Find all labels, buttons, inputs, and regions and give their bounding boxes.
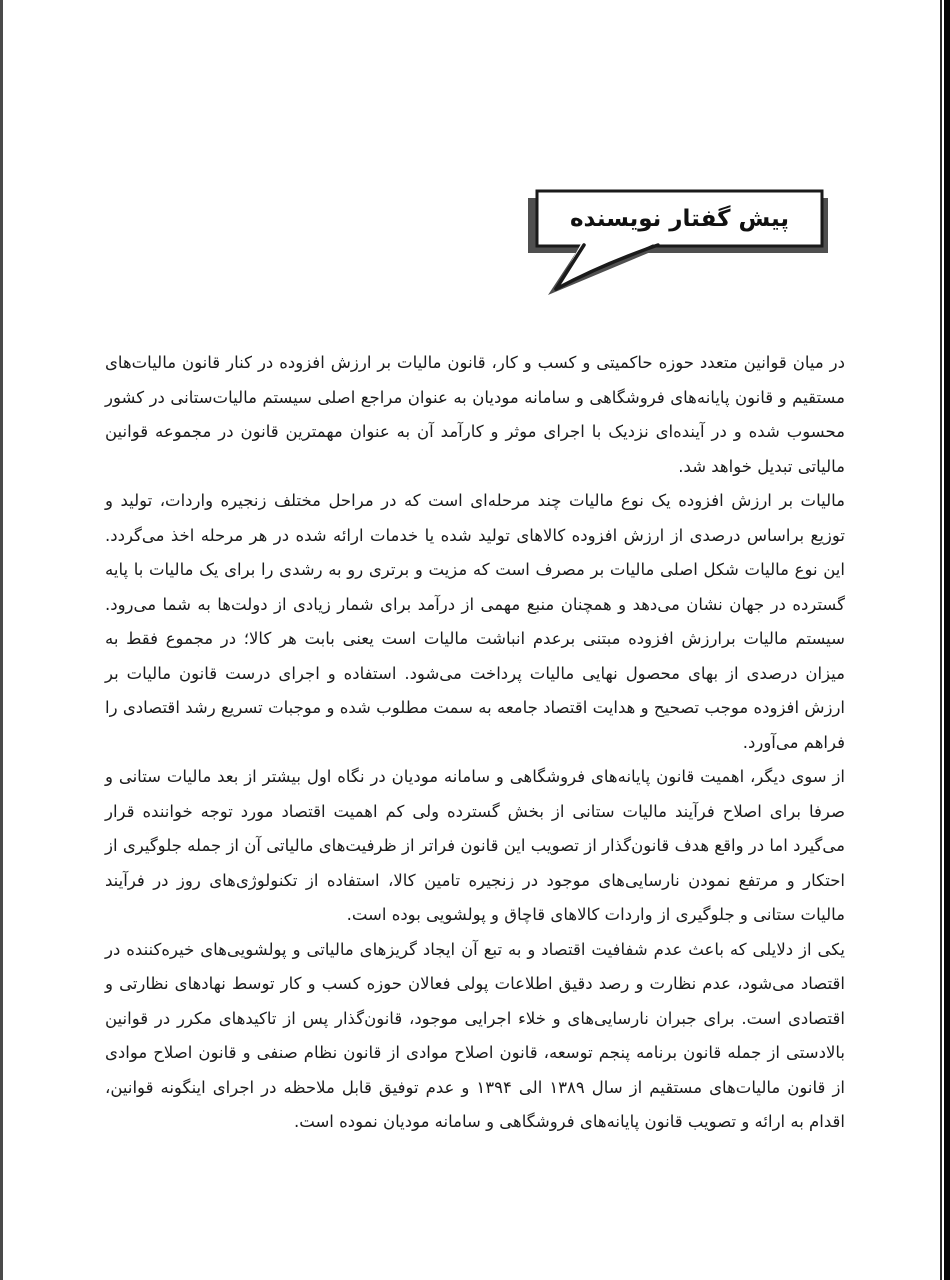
preface-callout <box>518 183 848 313</box>
preface-title: پیش گفتار نویسنده <box>569 205 790 232</box>
scan-edge-right <box>944 0 950 1280</box>
preface-body <box>105 346 845 1140</box>
paragraph-4: یکی از دلایلی که باعث عدم شفافیت اقتصاد و به تبع آن ایجاد گریزهای مالیاتی و پولشویی‌های خیره‌کننده در اقتصاد می‌شود، عدم نظارت و رصد دقیق اطلاعات پولی فعالان حوزه کسب و کار توسط نهادهای نظارتی و اقتصادی است. برای جبران نارسایی‌های و خلاء اجرایی موجود، قانون‌گذار پس از تاکیدهای مکرر در قوانین بالادستی از جمله قانون برنامه پنجم توسعه، قانون اصلاح موادی از قانون نظام صنفی و قانون اصلاح موادی از قانون مالیات‌های مستقیم از سال ۱۳۸۹ الی ۱۳۹۴ و عدم توفیق قابل ملاحظه در اجرای اینگونه قوانین، اقدام به ارائه و تصویب قانون پایانه‌های فروشگاهی و سامانه مودیان نموده است. <box>105 939 845 1131</box>
paragraph-1: در میان قوانین متعدد حوزه حاکمیتی و کسب و کار، قانون مالیات بر ارزش افزوده در کنار قانون مالیات‌های مستقیم و قانون پایانه‌های فروشگاهی و سامانه مودیان به عنوان مراجع اصلی سیستم مالیات‌ستانی در کشور محسوب شده و در آینده‌ای نزدیک با اجرای موثر و کارآمد آن به عنوان مهمترین قانون در مجموعه قوانین مالیاتی تبدیل خواهد شد. <box>105 353 845 476</box>
paragraph-3: از سوی دیگر، اهمیت قانون پایانه‌های فروشگاهی و سامانه مودیان در نگاه اول بیشتر از بعد مالیات ستانی و صرفا برای اصلاح فرآیند مالیات ستانی از بخش گسترده ولی کم اهمیت اقتصاد مورد توجه خواننده قرار می‌گیرد اما در واقع هدف قانون‌گذار از تصویب این قانون فراتر از ظرفیت‌های مالیاتی آن از جمله جلوگیری از احتکار و مرتفع نمودن نارسایی‌های موجود در زنجیره تامین کالا، استفاده از تکنولوژی‌های روز در فرآیند مالیات ستانی و جلوگیری از واردات کالاهای قاچاق و پولشویی بوده است. <box>105 767 845 924</box>
scan-edge-line <box>940 0 942 1280</box>
paragraph-2: مالیات بر ارزش افزوده یک نوع مالیات چند مرحله‌ای است که در مراحل مختلف زنجیره واردات، تولید و توزیع براساس درصدی از ارزش افزوده کالاهای تولید شده یا خدمات ارائه شده در هر مرحله اخذ می‌گردد. این نوع مالیات شکل اصلی مالیات بر مصرف است که مزیت و برتری رو به رشدی را برای یک مالیات با پایه گسترده در جهان نشان می‌دهد و همچنان منبع مهمی از درآمد برای شمار زیادی از دولت‌ها به شما می‌رود. سیستم مالیات برارزش افزوده مبتنی برعدم انباشت مالیات است یعنی بابت هر کالا؛ در مجموع فقط به میزان درصدی از بهای محصول نهایی مالیات پرداخت می‌شود. استفاده و اجرای درست قانون مالیات بر ارزش افزوده موجب تصحیح و هدایت اقتصاد جامعه به سمت مطلوب شده و موجبات تسریع رشد اقتصادی را فراهم می‌آورد. <box>105 491 845 752</box>
scan-edge-left <box>0 0 3 1280</box>
